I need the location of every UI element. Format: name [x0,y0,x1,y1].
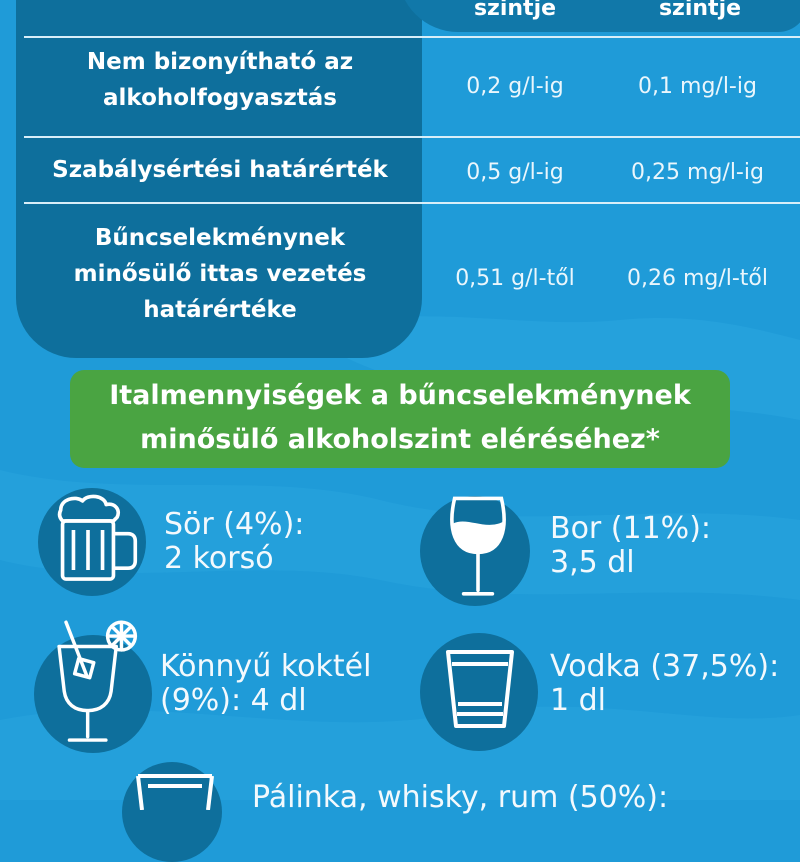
row-label-infraction [20,152,420,188]
wine-label: Bor (11%): 3,5 dl [550,511,712,580]
vodka-label: Vodka (37,5%): 1 dl [550,649,780,718]
row-1-breath-value: 0,1 mg/l-ig [638,74,757,99]
row-2-breath-value: 0,25 mg/l-ig [631,160,764,185]
column-header-breath: szintje [658,0,742,21]
table-divider [24,202,800,204]
row-label-crime-threshold [20,220,420,328]
drinks-banner-title: Italmennyiségek a bűncselekménynek minősülő alkoholszint eléréséhez* [109,380,691,455]
table-divider [24,136,800,138]
tumbler-glass-icon [130,770,220,810]
row-3-blood-value: 0,51 g/l-től [455,266,575,291]
beer-label: Sör (4%): 2 korsó [164,507,305,576]
row-1-blood-value: 0,2 g/l-ig [466,74,564,99]
row-label-text: Nem bizonyítható az alkoholfogyasztás [86,49,354,111]
row-label-not-provable [20,44,420,116]
row-label-text: Bűncselekménynek minősülő ittas vezetés határértéke [73,225,367,323]
palinka-label: Pálinka, whisky, rum (50%): [252,780,669,815]
row-label-text: Szabálysértési határérték [52,157,388,183]
cocktail-label: Könnyű koktél (9%): 4 dl [160,649,372,718]
cocktail-glass-icon [40,608,144,756]
shot-glass-icon [440,644,520,734]
table-divider [24,36,800,38]
column-header-blood: szintje [473,0,557,21]
wine-glass-icon [442,488,514,606]
row-2-blood-value: 0,5 g/l-ig [466,160,564,185]
beer-mug-icon [48,490,148,590]
row-3-breath-value: 0,26 mg/l-től [626,266,769,291]
